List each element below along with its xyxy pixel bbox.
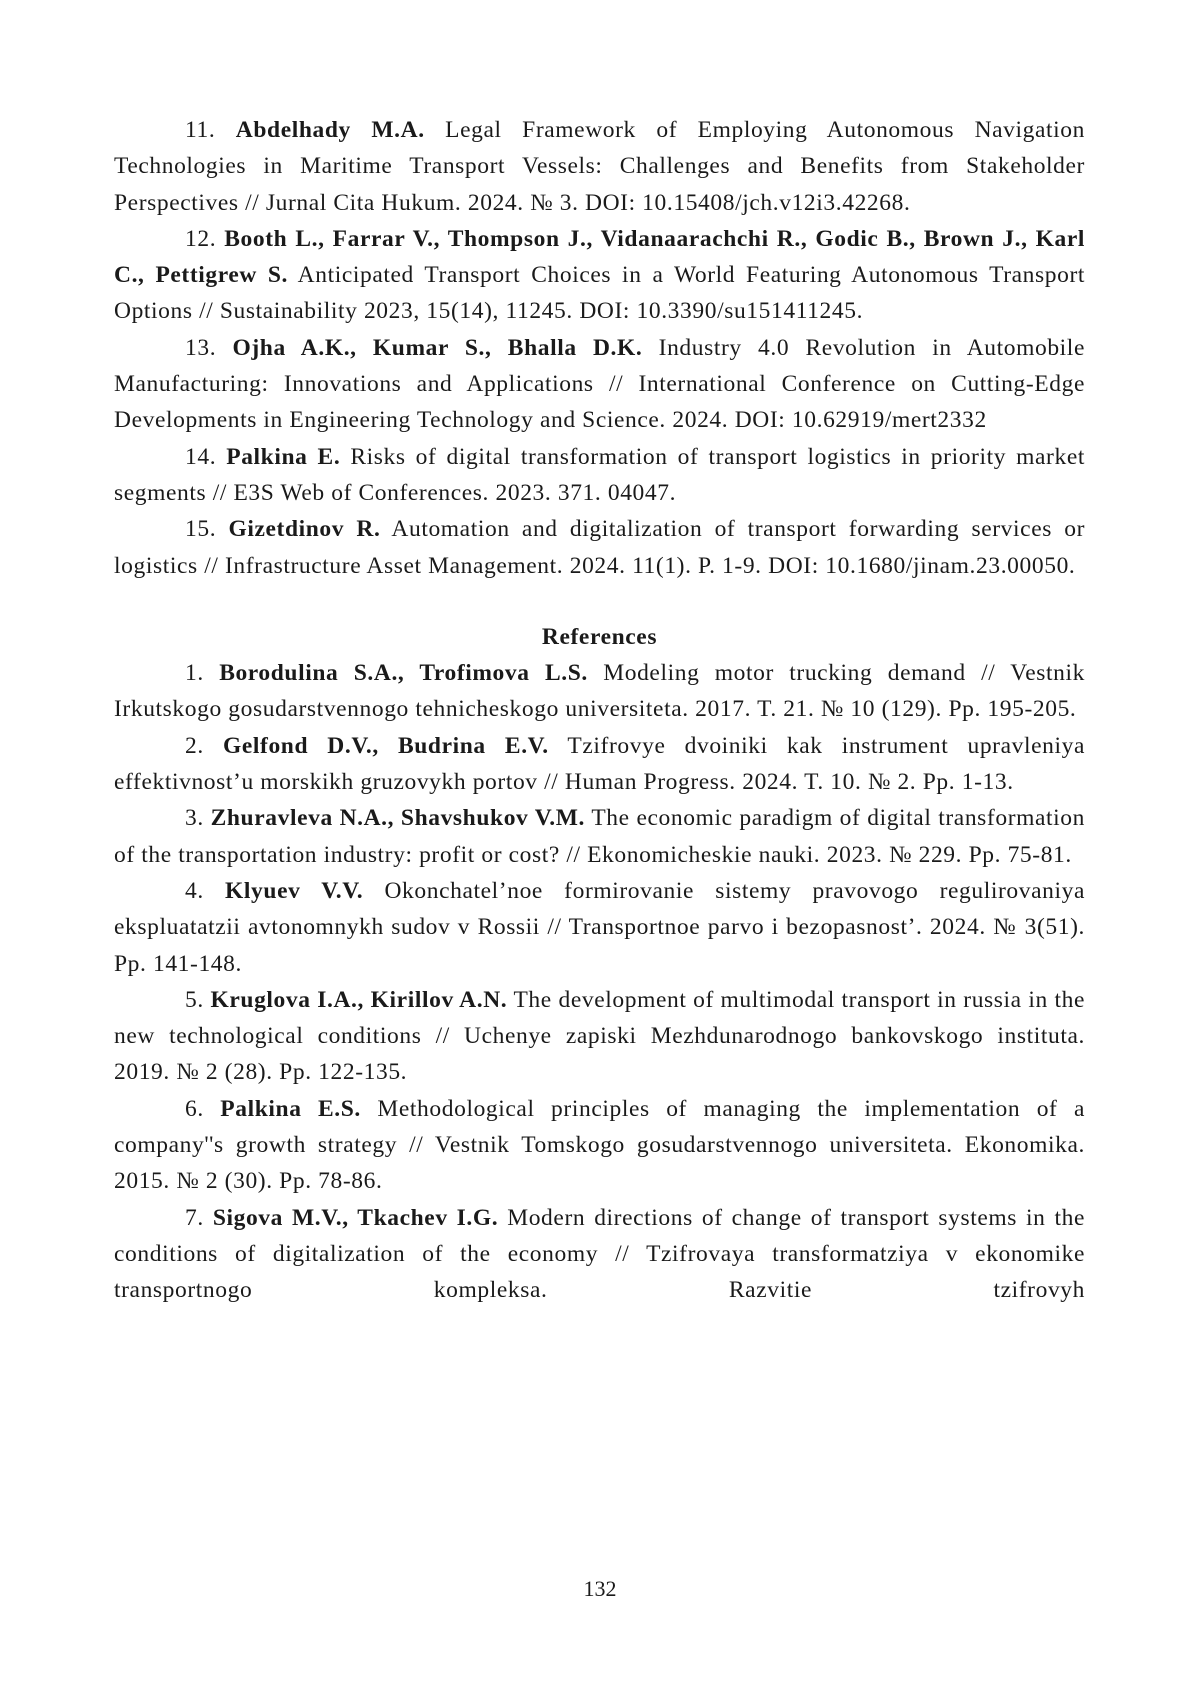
reference-entry <box>114 1200 1085 1309</box>
reference-entry <box>114 728 1085 801</box>
reference-number: 14. <box>185 443 217 470</box>
reference-authors: Gelfond D.V., Budrina E.V. <box>222 732 549 759</box>
reference-entry <box>114 982 1085 1091</box>
reference-authors: Kruglova I.A., Kirillov A.N. <box>210 986 508 1013</box>
reference-list-transliterated <box>114 655 1085 1308</box>
reference-citation: Anticipated Transport Choices in a World Featuring Autonomous Transport Options // Sustainability 2023, 15(14), 11245. DOI: 10.3390/su151411245. <box>114 262 1085 325</box>
reference-entry <box>114 439 1085 512</box>
reference-entry <box>114 1091 1085 1200</box>
reference-authors: Palkina E. <box>226 443 341 470</box>
reference-authors: Gizetdinov R. <box>228 516 381 543</box>
reference-authors: Klyuev V.V. <box>225 877 364 904</box>
reference-list-continued <box>114 112 1085 584</box>
reference-number: 13. <box>185 334 217 361</box>
reference-authors: Sigova M.V., Tkachev I.G. <box>212 1204 499 1231</box>
reference-authors: Ojha A.K., Kumar S., Bhalla D.K. <box>232 334 643 361</box>
reference-citation: Risks of digital transformation of transport logistics in priority market segments // E3S Web of Conferences. 2023. 371. 04047. <box>114 443 1085 506</box>
reference-number: 1. <box>185 660 204 687</box>
reference-citation: Modern directions of change of transport systems in the conditions of digitalization of the economy // Tzifrovaya transformatziya v ekonomike transportnogo kompleksa. Razvitie tzifrovyh <box>114 1204 1085 1304</box>
reference-citation: Legal Framework of Employing Autonomous Navigation Technologies in Maritime Transport Vessels: Challenges and Benefits from Stakeholder Perspectives // Jurnal Cita Hukum. 2024. № 3. DOI: 10.15408/jch.v12i3.42268. <box>114 117 1085 216</box>
reference-authors: Zhuravleva N.A., Shavshukov V.M. <box>210 805 586 832</box>
reference-citation: Automation and digitalization of transport forwarding services or logistics // Infrastructure Asset Management. 2024. 11(1). P. 1-9. DOI: 10.1680/jinam.23.00050. <box>114 516 1086 579</box>
reference-entry <box>114 873 1085 982</box>
reference-entry <box>114 511 1085 584</box>
reference-citation: Modeling motor trucking demand // Vestnik Irkutskogo gosudarstvennogo tehnicheskogo universiteta. 2017. T. 21. № 10 (129). Pp. 195-205. <box>114 660 1085 723</box>
reference-number: 11. <box>185 117 216 143</box>
reference-number: 12. <box>185 225 217 252</box>
page-body <box>114 112 1085 1309</box>
reference-authors: Palkina E.S. <box>220 1095 361 1122</box>
reference-citation: Okonchatel’noe formirovanie sistemy pravovogo regulirovaniya ekspluatatzii avtonomnykh sudov v Rossii // Transportnoe parvo i bezopasnost’. 2024. № 3(51). Pp. 141-148. <box>114 877 1086 977</box>
reference-authors: Abdelhady M.A. <box>235 117 425 143</box>
reference-entry <box>114 655 1085 728</box>
reference-entry <box>114 221 1085 330</box>
reference-number: 3. <box>185 805 204 832</box>
reference-citation: Industry 4.0 Revolution in Automobile Manufacturing: Innovations and Applications // International Conference on Cutting-Edge Developments in Engineering Technology and Science. 2024. DOI: 10.62919/mert2332 <box>114 334 1085 434</box>
reference-number: 2. <box>185 732 204 759</box>
page-number: 132 <box>583 1576 617 1601</box>
reference-number: 4. <box>185 877 204 904</box>
reference-number: 5. <box>185 986 204 1013</box>
reference-citation: The development of multimodal transport in russia in the new technological conditions // Uchenye zapiski Mezhdunarodnogo bankovskogo instituta. 2019. № 2 (28). Pp. 122-135. <box>114 986 1086 1086</box>
reference-entry <box>114 112 1085 221</box>
reference-entry <box>114 330 1085 439</box>
reference-authors: Booth L., Farrar V., Thompson J., Vidanaarachchi R., Godic B., Brown J., Karl C., Pettigrew S. <box>114 225 1085 289</box>
reference-number: 6. <box>185 1095 204 1122</box>
reference-entry <box>114 800 1085 873</box>
reference-citation: The economic paradigm of digital transformation of the transportation industry: profit or cost? // Ekonomicheskie nauki. 2023. № 229. Pp. 75-81. <box>114 805 1085 868</box>
reference-authors: Borodulina S.A., Trofimova L.S. <box>219 660 588 687</box>
reference-citation: Methodological principles of managing the implementation of a company''s growth strategy // Vestnik Tomskogo gosudarstvennogo universiteta. Ekonomika. 2015. № 2 (30). Pp. 78-86. <box>114 1095 1085 1195</box>
references-heading: References <box>541 623 658 650</box>
reference-number: 7. <box>185 1204 204 1231</box>
reference-citation: Tzifrovye dvoiniki kak instrument upravleniya effektivnost’u morskikh gruzovykh portov // Human Progress. 2024. T. 10. № 2. Pp. 1-13. <box>114 732 1085 796</box>
reference-number: 15. <box>185 516 217 543</box>
